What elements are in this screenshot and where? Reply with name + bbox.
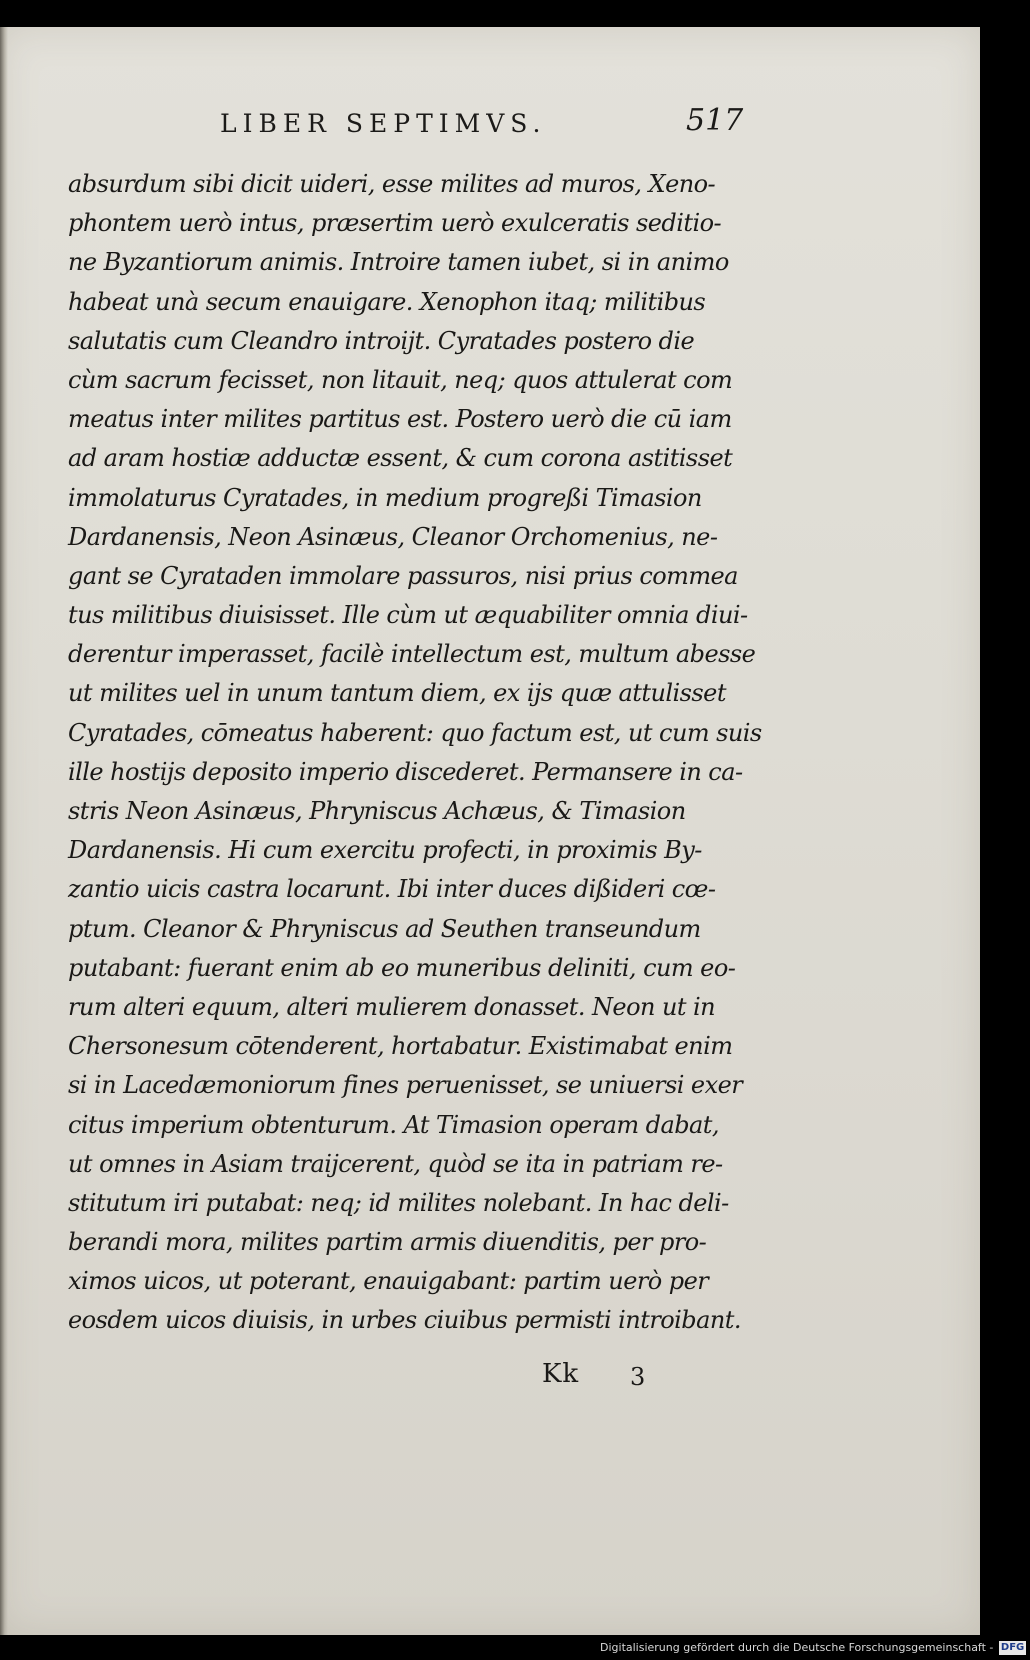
dfg-logo-icon: DFG: [1000, 1642, 1025, 1653]
text-line: Dardanensis, Neon Asinæus, Cleanor Orchomenius, ne-: [68, 522, 718, 551]
signature-number: 3: [630, 1363, 646, 1391]
text-line: ptum. Cleanor & Phryniscus ad Seuthen transeundum: [68, 914, 701, 943]
text-line: stris Neon Asinæus, Phryniscus Achæus, & Timasion: [68, 797, 686, 825]
running-title: LIBER SEPTIMVS.: [220, 109, 547, 138]
running-head: [60, 101, 760, 141]
text-line: cùm sacrum fecisset, non litauit, neq; quos attulerat com: [68, 365, 733, 394]
text-line: Chersonesum cōtenderent, hortabatur. Existimabat enim: [68, 1032, 733, 1061]
text-line: Cyratades, cōmeatus haberent: quo factum est, ut cum suis: [68, 718, 762, 747]
text-line: rum alteri equum, alteri mulierem donasset. Neon ut in: [68, 992, 716, 1021]
text-line: si in Lacedæmoniorum fines peruenisset, se uniuersi exer: [68, 1071, 743, 1100]
text-line: ne Byzantiorum animis. Introire tamen iubet, si in animo: [68, 248, 729, 277]
page-edge-shadow: [0, 27, 8, 1635]
text-line: absurdum sibi dicit uideri, esse milites ad muros, Xeno-: [68, 170, 716, 198]
text-line: berandi mora, milites partim armis diuenditis, per pro-: [68, 1228, 707, 1257]
text-line: ad aram hostiæ adductæ essent, & cum corona astitisset: [68, 444, 733, 473]
text-line: gant se Cyrataden immolare passuros, nisi prius commea: [68, 561, 738, 590]
text-line: phontem uerò intus, præsertim uerò exulceratis seditio-: [68, 209, 722, 238]
text-line: ut omnes in Asiam traijcerent, quòd se ita in patriam re-: [68, 1149, 723, 1178]
text-line: salutatis cum Cleandro introijt. Cyratades postero die: [68, 326, 695, 355]
text-line: ut milites uel in unum tantum diem, ex ijs quæ attulisset: [68, 679, 726, 708]
text-line: meatus inter milites partitus est. Postero uerò die cū iam: [68, 405, 732, 434]
signature-mark: Kk: [542, 1359, 580, 1389]
text-line: eosdem uicos diuisis, in urbes ciuibus permisti introibant.: [68, 1306, 741, 1335]
text-line: stitutum iri putabat: neq; id milites nolebant. In hac deli-: [68, 1188, 729, 1217]
text-line: immolaturus Cyratades, in medium progreßi Timasion: [68, 483, 702, 512]
text-line: ximos uicos, ut poterant, enauigabant: partim uerò per: [68, 1267, 709, 1296]
footer-credit: Digitalisierung gefördert durch die Deutsche Forschungsgemeinschaft -: [600, 1641, 994, 1654]
digitization-footer: [600, 1636, 1025, 1660]
body-text: [68, 165, 762, 1341]
text-line: Dardanensis. Hi cum exercitu profecti, in proximis By-: [68, 836, 702, 865]
text-line: habeat unà secum enauigare. Xenophon itaq; militibus: [68, 287, 706, 316]
text-line: citus imperium obtenturum. At Timasion operam dabat,: [68, 1110, 719, 1139]
text-line: zantio uicis castra locarunt. Ibi inter duces dißideri cœ-: [68, 875, 716, 904]
book-page: [0, 27, 980, 1635]
page-number: 517: [686, 103, 744, 138]
text-line: tus militibus diuisisset. Ille cùm ut æquabiliter omnia diui-: [68, 601, 748, 630]
text-line: derentur imperasset, facilè intellectum est, multum abesse: [68, 640, 756, 669]
text-line: putabant: fuerant enim ab eo muneribus deliniti, cum eo-: [68, 953, 736, 982]
text-line: ille hostijs deposito imperio discederet. Permansere in ca-: [68, 757, 743, 786]
